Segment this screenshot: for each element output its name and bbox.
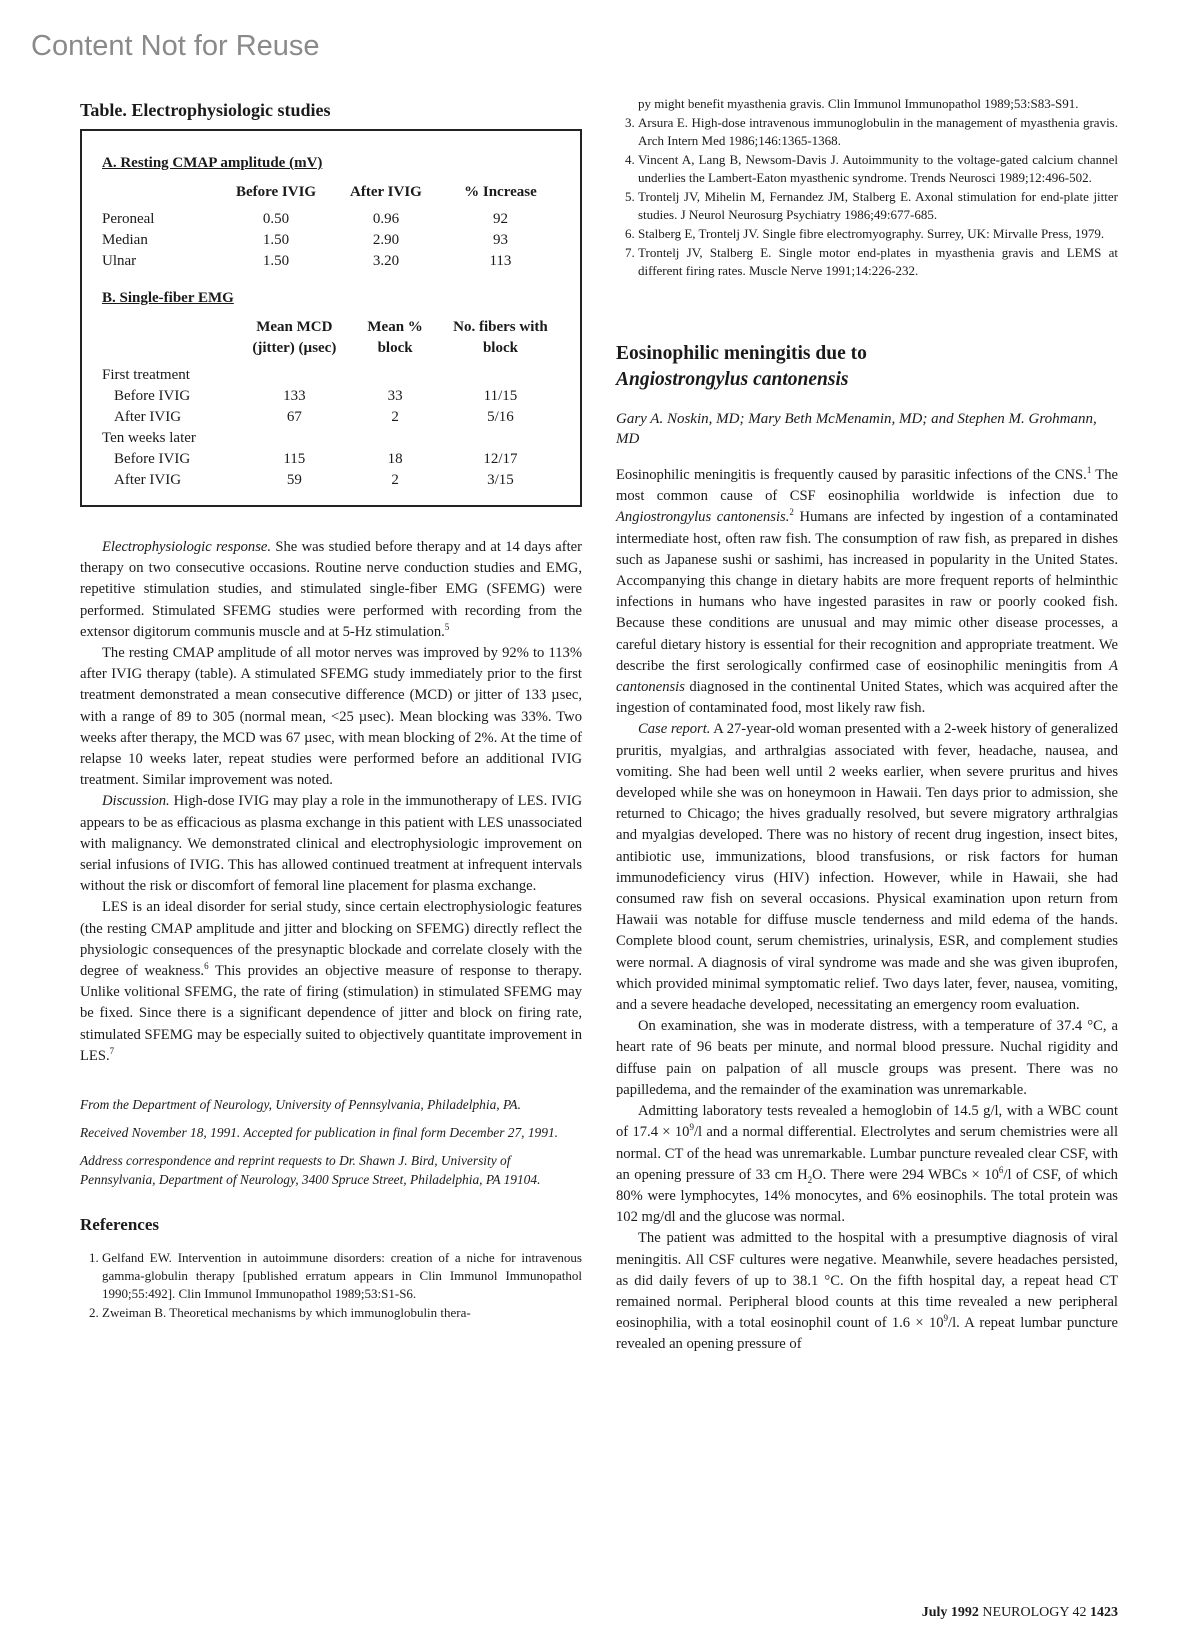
paragraph-lab-tests [616, 1101, 1118, 1228]
references-list-right [616, 114, 1118, 280]
subscript: 2 [807, 1174, 813, 1185]
ref-mark: 1 [1086, 465, 1092, 476]
cell: 113 [489, 253, 512, 269]
paragraph-discussion [80, 791, 582, 897]
cell: 2 [391, 472, 399, 488]
lead-in: Electrophysiologic response. [102, 539, 272, 555]
paragraph-admission [616, 1228, 1118, 1355]
text: Humans are infected by ingestion of a contaminated intermediate host, often raw fish. The consumption of raw fish, as prepared in dishes such as Japanese sushi or sashimi, has increased in popularity in the United States. Accompanying this change in dietary habits are more frequent reports of helminthic infections in humans who have ingested parasites in raw or poorly cooked fish. Because these conditions are unusual and may mimic other disease processes, a careful dietary history is essential for their recognition and appropriate treatment. We describe the first serologically confirmed case of eosinophilic meningitis from [616, 509, 1118, 674]
cell: 2 [391, 409, 399, 425]
text: Eosinophilic meningitis is frequently caused by parasitic infections of the CNS. [616, 467, 1087, 483]
group-label: First treatment [102, 367, 190, 383]
table-row [102, 209, 560, 230]
row-label: After IVIG [114, 472, 182, 488]
text: /l and a normal differential. Electrolytes and serum chemistries were all normal. CT of the head was unremarkable. Lumbar puncture revealed clear CSF, with an opening pressure of 33 cm H [616, 1124, 1119, 1183]
cell: 11/15 [483, 388, 518, 404]
row-label: After IVIG [114, 409, 182, 425]
paragraph-les [80, 897, 582, 1067]
text: LES is an ideal disorder for serial study, since certain electrophysiologic features (the resting CMAP amplitude and jitter and blocking on SFEMG) directly reflect the physiologic consequences of the presynaptic blockade and correlate closely with the degree of weakness. [80, 899, 582, 980]
cell: 0.96 [372, 211, 400, 227]
text: /l of CSF, of which 80% were lymphocytes, 14% monocytes, and 6% eosinophils. The total protein was 102 mg/dl and the glucose was normal. [616, 1166, 1118, 1226]
cell: 133 [283, 388, 306, 404]
cell: 1.50 [262, 253, 290, 269]
text: High-dose IVIG may play a role in the immunotherapy of LES. IVIG appears to be as efficacious as plasma exchange in this patient with LES unassociated with malignancy. We demonstrated clinical and electrophysiologic improvement on serial infusions of IVIG. This has allowed continued treatment at infrequent intervals without the risk or discomfort of femoral line placement for plasma exchange. [80, 793, 582, 895]
title-line: Eosinophilic meningitis due to [616, 343, 867, 364]
row-label: Median [102, 232, 148, 248]
references-list [80, 1249, 582, 1322]
cell: 2.90 [372, 232, 400, 248]
col-header: Mean MCD (jitter) (µsec) [252, 319, 337, 356]
reference-item: 6. Stalberg E, Trontelj JV. Single fibre electromyography. Surrey, UK: Mirvalle Press, 1979. [638, 225, 1118, 243]
reference-item: 4. Vincent A, Lang B, Newsom-Davis J. Autoimmunity to the voltage-gated calcium channel underlies the Lambert-Eaton myasthenic syndrome. Trends Neurosci 1989;12:496-502. [638, 151, 1118, 187]
paragraph-case-report [616, 719, 1118, 1016]
table-row [102, 386, 560, 407]
right-column [616, 95, 1118, 1356]
cell: 1.50 [262, 232, 290, 248]
text: A 27-year-old woman presented with a 2-week history of generalized pruritis, myalgias, and arthralgias associated with fever, headache, nausea, and vomiting. She had been well until 2 weeks earlier, when severe pruritus and hives developed while she was on honeymoon in Hawaii. Ten days prior to admission, she returned to Chicago; the hives gradually resolved, but severe migratory arthralgias and myalgias developed. There was no history of recent drug ingestion, insect bites, antibiotic use, immunizations, blood transfusions, or risk factors for human immunodeficiency virus (HIV) infection. However, while in Hawaii, she had consumed raw fish on several occasions. Physical examination upon return from Hawaii was notable for diffuse muscle tenderness and mild edema of the hands. Complete blood count, serum chemistries, urinalysis, ESR, and complement studies were normal. A diagnosis of viral syndrome was made and she was given ibuprofen, which provided minimal symptomatic relief. Two days later, fever, nausea, vomiting, and a severe headache developed, necessitating an emergency room evaluation. [616, 721, 1118, 1014]
table-row [102, 449, 560, 470]
text: Admitting laboratory tests revealed a hemoglobin of 14.5 g/l, with a WBC count of 17.4 × 10 [616, 1103, 1118, 1141]
cell: 5/16 [487, 409, 514, 425]
text: O. There were 294 WBCs × 10 [812, 1166, 999, 1183]
row-label: Before IVIG [114, 388, 191, 404]
table-title: Table. Electrophysiologic studies [80, 100, 331, 120]
paragraph-cmap: The resting CMAP amplitude of all motor nerves was improved by 92% to 113% after IVIG therapy (table). A stimulated SFEMG study immediately prior to the first treatment demonstrated a mean consecutive difference (MCD) or jitter of 133 µsec, with a range of 89 to 305 (normal mean, <25 µsec). Mean blocking was 33%. Two weeks after therapy, the MCD was 67 µsec, with mean blocking of 2%. At the time of relapse 10 weeks later, repeat studies were performed before an additional IVIG treatment. Similar improvement was noted. [80, 645, 582, 789]
text: This provides an objective measure of response to therapy. Unlike volitional SFEMG, the rate of firing (stimulation) in stimulated SFEMG may be fixed. Since there is a significant dependence of jitter and block on firing rate, stimulated SFEMG may be especially suited to objectively quantitate improvement in LES. [80, 963, 582, 1064]
page-footer [922, 1605, 1118, 1621]
watermark: Content Not for Reuse [31, 30, 320, 62]
table-row [102, 407, 560, 428]
cell: 115 [283, 451, 306, 467]
reference-item: 5. Trontelj JV, Mihelin M, Fernandez JM, Stalberg E. Axonal stimulation for end-plate jitter studies. J Neurol Neurosurg Psychiatry 1986;49:677-685. [638, 188, 1118, 224]
species-name: A cantonensis [616, 657, 1118, 696]
received-date: Received November 18, 1991. Accepted for publication in final form December 27, 1991. [80, 1125, 558, 1141]
ref-mark: 7 [109, 1046, 115, 1057]
footer-date: July 1992 [921, 1605, 979, 1620]
paragraph-electrophysiologic-response [80, 537, 582, 643]
col-header: Mean % block [367, 319, 423, 356]
col-header: After IVIG [350, 184, 422, 200]
reference-item: 3. Arsura E. High-dose intravenous immunoglobulin in the management of myasthenia gravis. Arch Intern Med 1986;146:1365-1368. [638, 114, 1118, 150]
exponent: 9 [943, 1313, 949, 1324]
footer-journal: NEUROLOGY 42 [982, 1605, 1087, 1620]
text: The patient was admitted to the hospital with a presumptive diagnosis of viral meningitis. All CSF cultures were negative. Meanwhile, severe headaches persisted, as did daily fevers of up to 38.1 °C. On the fifth hospital day, a repeat head CT remained normal. Peripheral blood counts at this time revealed a new peripheral eosinophilia, with a total eosinophil count of 1.6 × 10 [616, 1230, 1118, 1332]
row-label: Ulnar [102, 253, 137, 269]
cell: 93 [492, 232, 508, 248]
exponent: 6 [998, 1164, 1004, 1175]
cell: 18 [387, 451, 403, 467]
text: The most common cause of CSF eosinophilia worldwide is infection due to [616, 467, 1118, 505]
lead-in: Case report. [638, 721, 711, 738]
reference-item: 2. Zweiman B. Theoretical mechanisms by which immunoglobulin thera- [102, 1304, 582, 1322]
text: /l. A repeat lumbar puncture revealed an opening pressure of [616, 1315, 1118, 1353]
col-header: Before IVIG [235, 184, 317, 200]
section-a-title: A. Resting CMAP amplitude (mV) [102, 155, 323, 171]
table-row [102, 230, 560, 251]
cell: 59 [286, 472, 302, 488]
col-header [102, 182, 221, 209]
paragraph-examination: On examination, she was in moderate distress, with a temperature of 37.4 °C, a heart rate of 96 beats per minute, and normal blood pressure. Nuchal rigidity and diffuse pain on palpation of all muscle groups was present. There was no papilledema, and the remainder of the examination was unremarkable. [616, 1018, 1118, 1098]
section-b-title: B. Single-fiber EMG [102, 290, 234, 306]
species-name: Angiostrongylus cantonensis. [616, 509, 790, 526]
cell: 3.20 [372, 253, 400, 269]
cmap-table [102, 182, 560, 272]
article-authors: Gary A. Noskin, MD; Mary Beth McMenamin, MD; and Stephen M. Grohmann, MD [616, 411, 1097, 447]
exponent: 9 [689, 1122, 694, 1133]
title-species: Angiostrongylus cantonensis [616, 369, 849, 390]
article-title [616, 341, 1118, 393]
cell: 33 [387, 388, 403, 404]
correspondence: Address correspondence and reprint requests to Dr. Shawn J. Bird, University of Pennsylvania, Department of Neurology, 3400 Spruce Street, Philadelphia, PA 19104. [80, 1153, 541, 1188]
table-row [102, 470, 560, 491]
text: diagnosed in the continental United States, which was acquired after the ingestion of contaminated food, most likely raw fish. [616, 679, 1118, 717]
cell: 0.50 [262, 211, 290, 227]
left-column [80, 100, 582, 1323]
page-number: 1423 [1090, 1605, 1118, 1620]
ref-mark: 5 [444, 621, 450, 632]
cell: 67 [286, 409, 302, 425]
paragraph-intro [616, 465, 1118, 719]
affiliations [80, 1095, 582, 1189]
cell: 92 [492, 211, 508, 227]
electrophysiologic-table [80, 129, 582, 507]
sfemg-table [102, 317, 560, 491]
table-row [102, 251, 560, 272]
col-header: % Increase [464, 184, 537, 200]
row-label: Peroneal [102, 211, 155, 227]
row-label: Before IVIG [114, 451, 191, 467]
reference-item: 1. Gelfand EW. Intervention in autoimmune disorders: creation of a niche for intravenous gamma-globulin therapy [published erratum appears in Clin Immunol Immunopathol 1990;55:492]. Clin Immunol Immunopathol 1989;53:S1-S6. [102, 1249, 582, 1303]
references-continued [616, 95, 1118, 113]
ref-mark: 2 [789, 507, 794, 518]
lead-in: Discussion. [102, 793, 170, 810]
reference-continuation: py might benefit myasthenia gravis. Clin Immunol Immunopathol 1989;53:S83-S91. [638, 96, 1079, 111]
text: She was studied before therapy and at 14 days after therapy on two consecutive occasions. Routine nerve conduction studies and EMG, repetitive stimulation studies, and stimulated single-fiber EMG (SFEMG) were performed. Stimulated SFEMG studies were performed with recording from the extensor digitorum communis muscle and at 5-Hz stimulation. [80, 539, 582, 640]
references-heading: References [80, 1215, 159, 1235]
reference-item: 7. Trontelj JV, Stalberg E. Single motor end-plates in myasthenia gravis and LEMS at different firing rates. Muscle Nerve 1991;14:226-232. [638, 244, 1118, 280]
cell: 12/17 [483, 451, 518, 467]
col-header [102, 317, 239, 365]
col-header: No. fibers with block [453, 319, 548, 356]
group-label: Ten weeks later [102, 430, 196, 446]
ref-mark: 6 [204, 961, 209, 972]
affiliation: From the Department of Neurology, University of Pennsylvania, Philadelphia, PA. [80, 1097, 521, 1113]
cell: 3/15 [487, 472, 514, 488]
